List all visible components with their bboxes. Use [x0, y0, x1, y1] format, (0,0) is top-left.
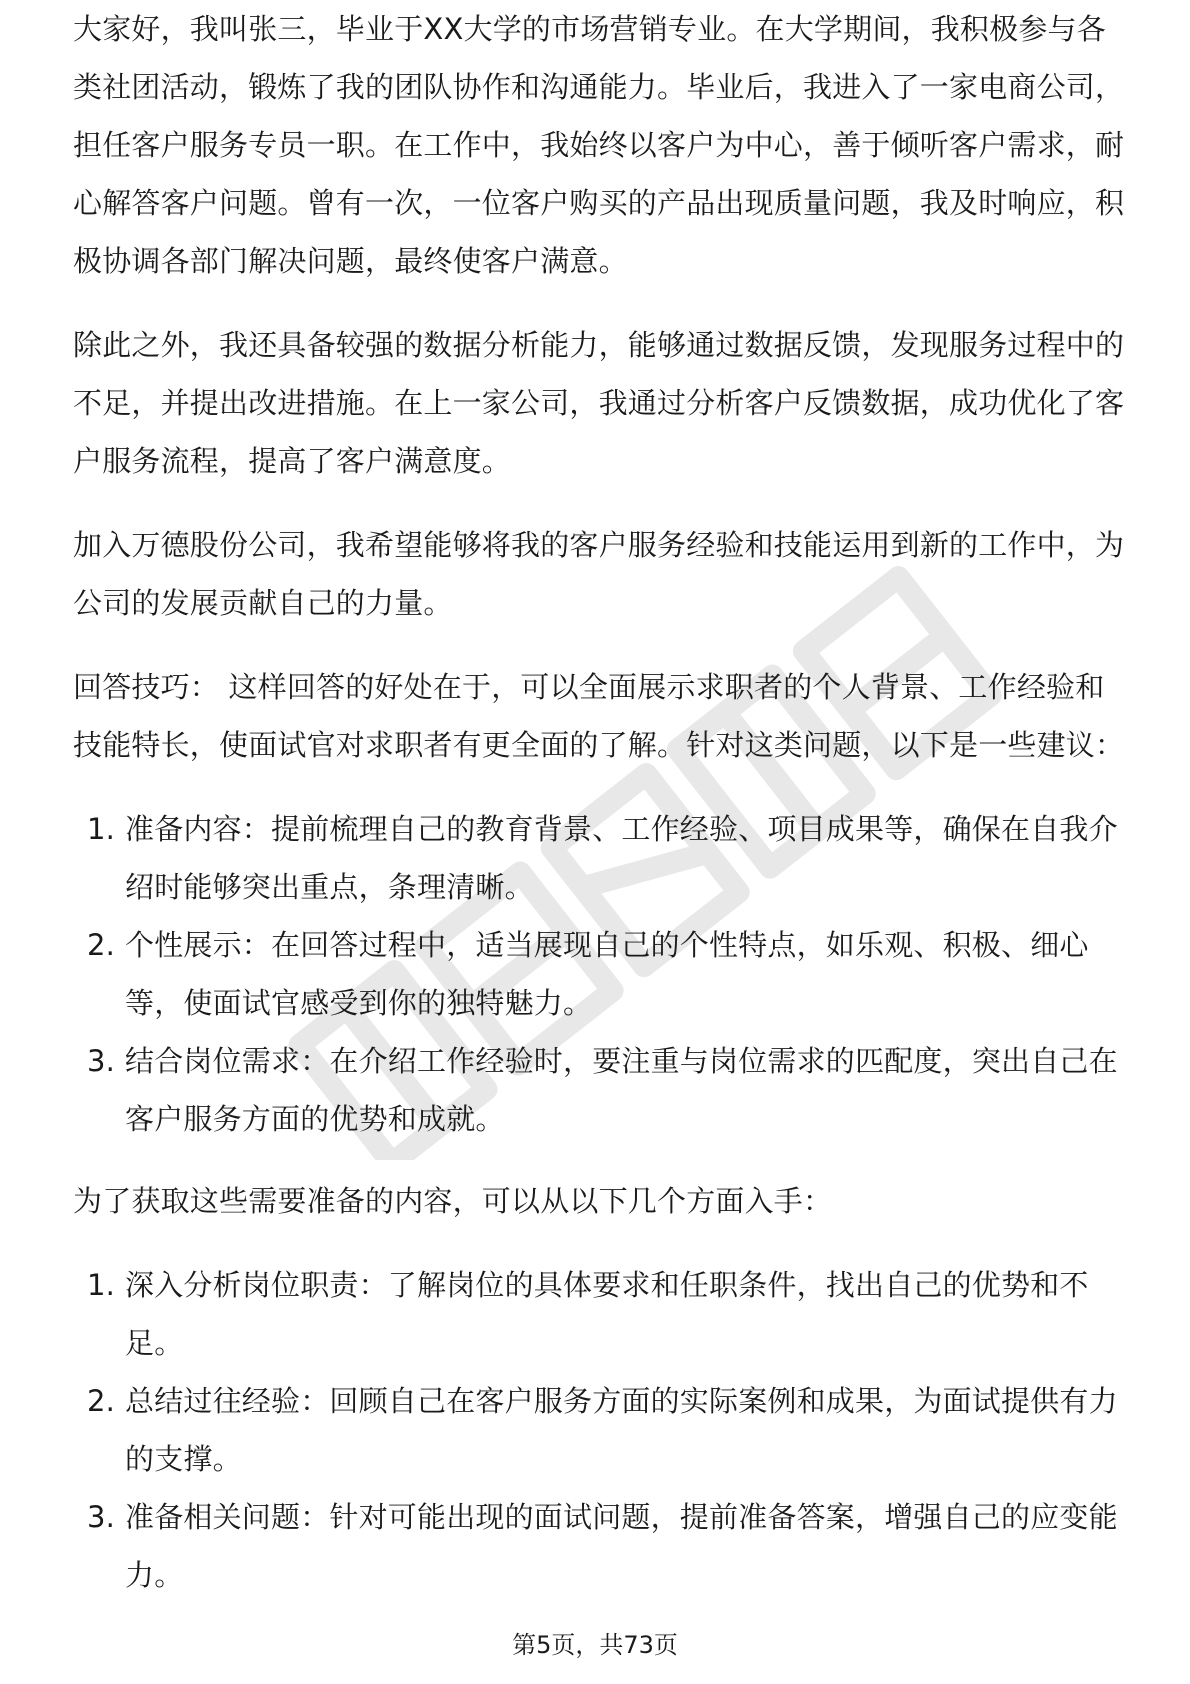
list-number: 2.	[87, 1384, 116, 1418]
list-item-text: 准备相关问题：针对可能出现的面试问题，提前准备答案，增强自己的应变能力。	[125, 1500, 1118, 1592]
list-item	[73, 1488, 1133, 1604]
paragraph-answer-tips: 回答技巧： 这样回答的好处在于，可以全面展示求职者的个人背景、工作经验和技能特长，使面试官对求职者有更全面的了解。针对这类问题，以下是一些建议：	[73, 670, 1125, 762]
list-item-text: 个性展示：在回答过程中，适当展现自己的个性特点，如乐观、积极、细心等，使面试官感受到你的独特魅力。	[125, 928, 1089, 1020]
list-item	[73, 1372, 1133, 1488]
list-item	[73, 800, 1133, 916]
list-item-text: 准备内容：提前梳理自己的教育背景、工作经验、项目成果等，确保在自我介绍时能够突出重点，条理清晰。	[125, 812, 1118, 904]
document-body	[73, 14, 1133, 1628]
tips-list	[73, 800, 1133, 1148]
list-item	[73, 1032, 1133, 1148]
preparation-list	[73, 1256, 1133, 1604]
list-item-text: 深入分析岗位职责：了解岗位的具体要求和任职条件，找出自己的优势和不足。	[125, 1268, 1089, 1360]
page-number: 第5页，共73页	[512, 1631, 678, 1659]
list-number: 2.	[87, 928, 116, 962]
list-item	[73, 1256, 1133, 1372]
list-item-text: 总结过往经验：回顾自己在客户服务方面的实际案例和成果，为面试提供有力的支撑。	[125, 1384, 1118, 1476]
list-number: 3.	[87, 1044, 116, 1078]
list-number: 1.	[87, 1268, 116, 1302]
paragraph-data-analysis: 除此之外，我还具备较强的数据分析能力，能够通过数据反馈，发现服务过程中的不足，并提出改进措施。在上一家公司，我通过分析客户反馈数据，成功优化了客户服务流程，提高了客户满意度。	[73, 328, 1125, 478]
list-item	[73, 916, 1133, 1032]
list-item-text: 结合岗位需求：在介绍工作经验时，要注重与岗位需求的匹配度，突出自己在客户服务方面的优势和成就。	[125, 1044, 1118, 1136]
paragraph-joining-company: 加入万德股份公司，我希望能够将我的客户服务经验和技能运用到新的工作中，为公司的发展贡献自己的力量。	[73, 528, 1125, 620]
paragraph-preparation-intro: 为了获取这些需要准备的内容，可以从以下几个方面入手：	[73, 1184, 833, 1218]
paragraph-self-introduction: 大家好，我叫张三，毕业于XX大学的市场营销专业。在大学期间，我积极参与各类社团活动，锻炼了我的团队协作和沟通能力。毕业后，我进入了一家电商公司，担任客户服务专员一职。在工作中，我始终以客户为中心，善于倾听客户需求，耐心解答客户问题。曾有一次，一位客户购买的产品出现质量问题，我及时响应，积极协调各部门解决问题，最终使客户满意。	[73, 12, 1125, 278]
list-number: 1.	[87, 812, 116, 846]
list-number: 3.	[87, 1500, 116, 1534]
